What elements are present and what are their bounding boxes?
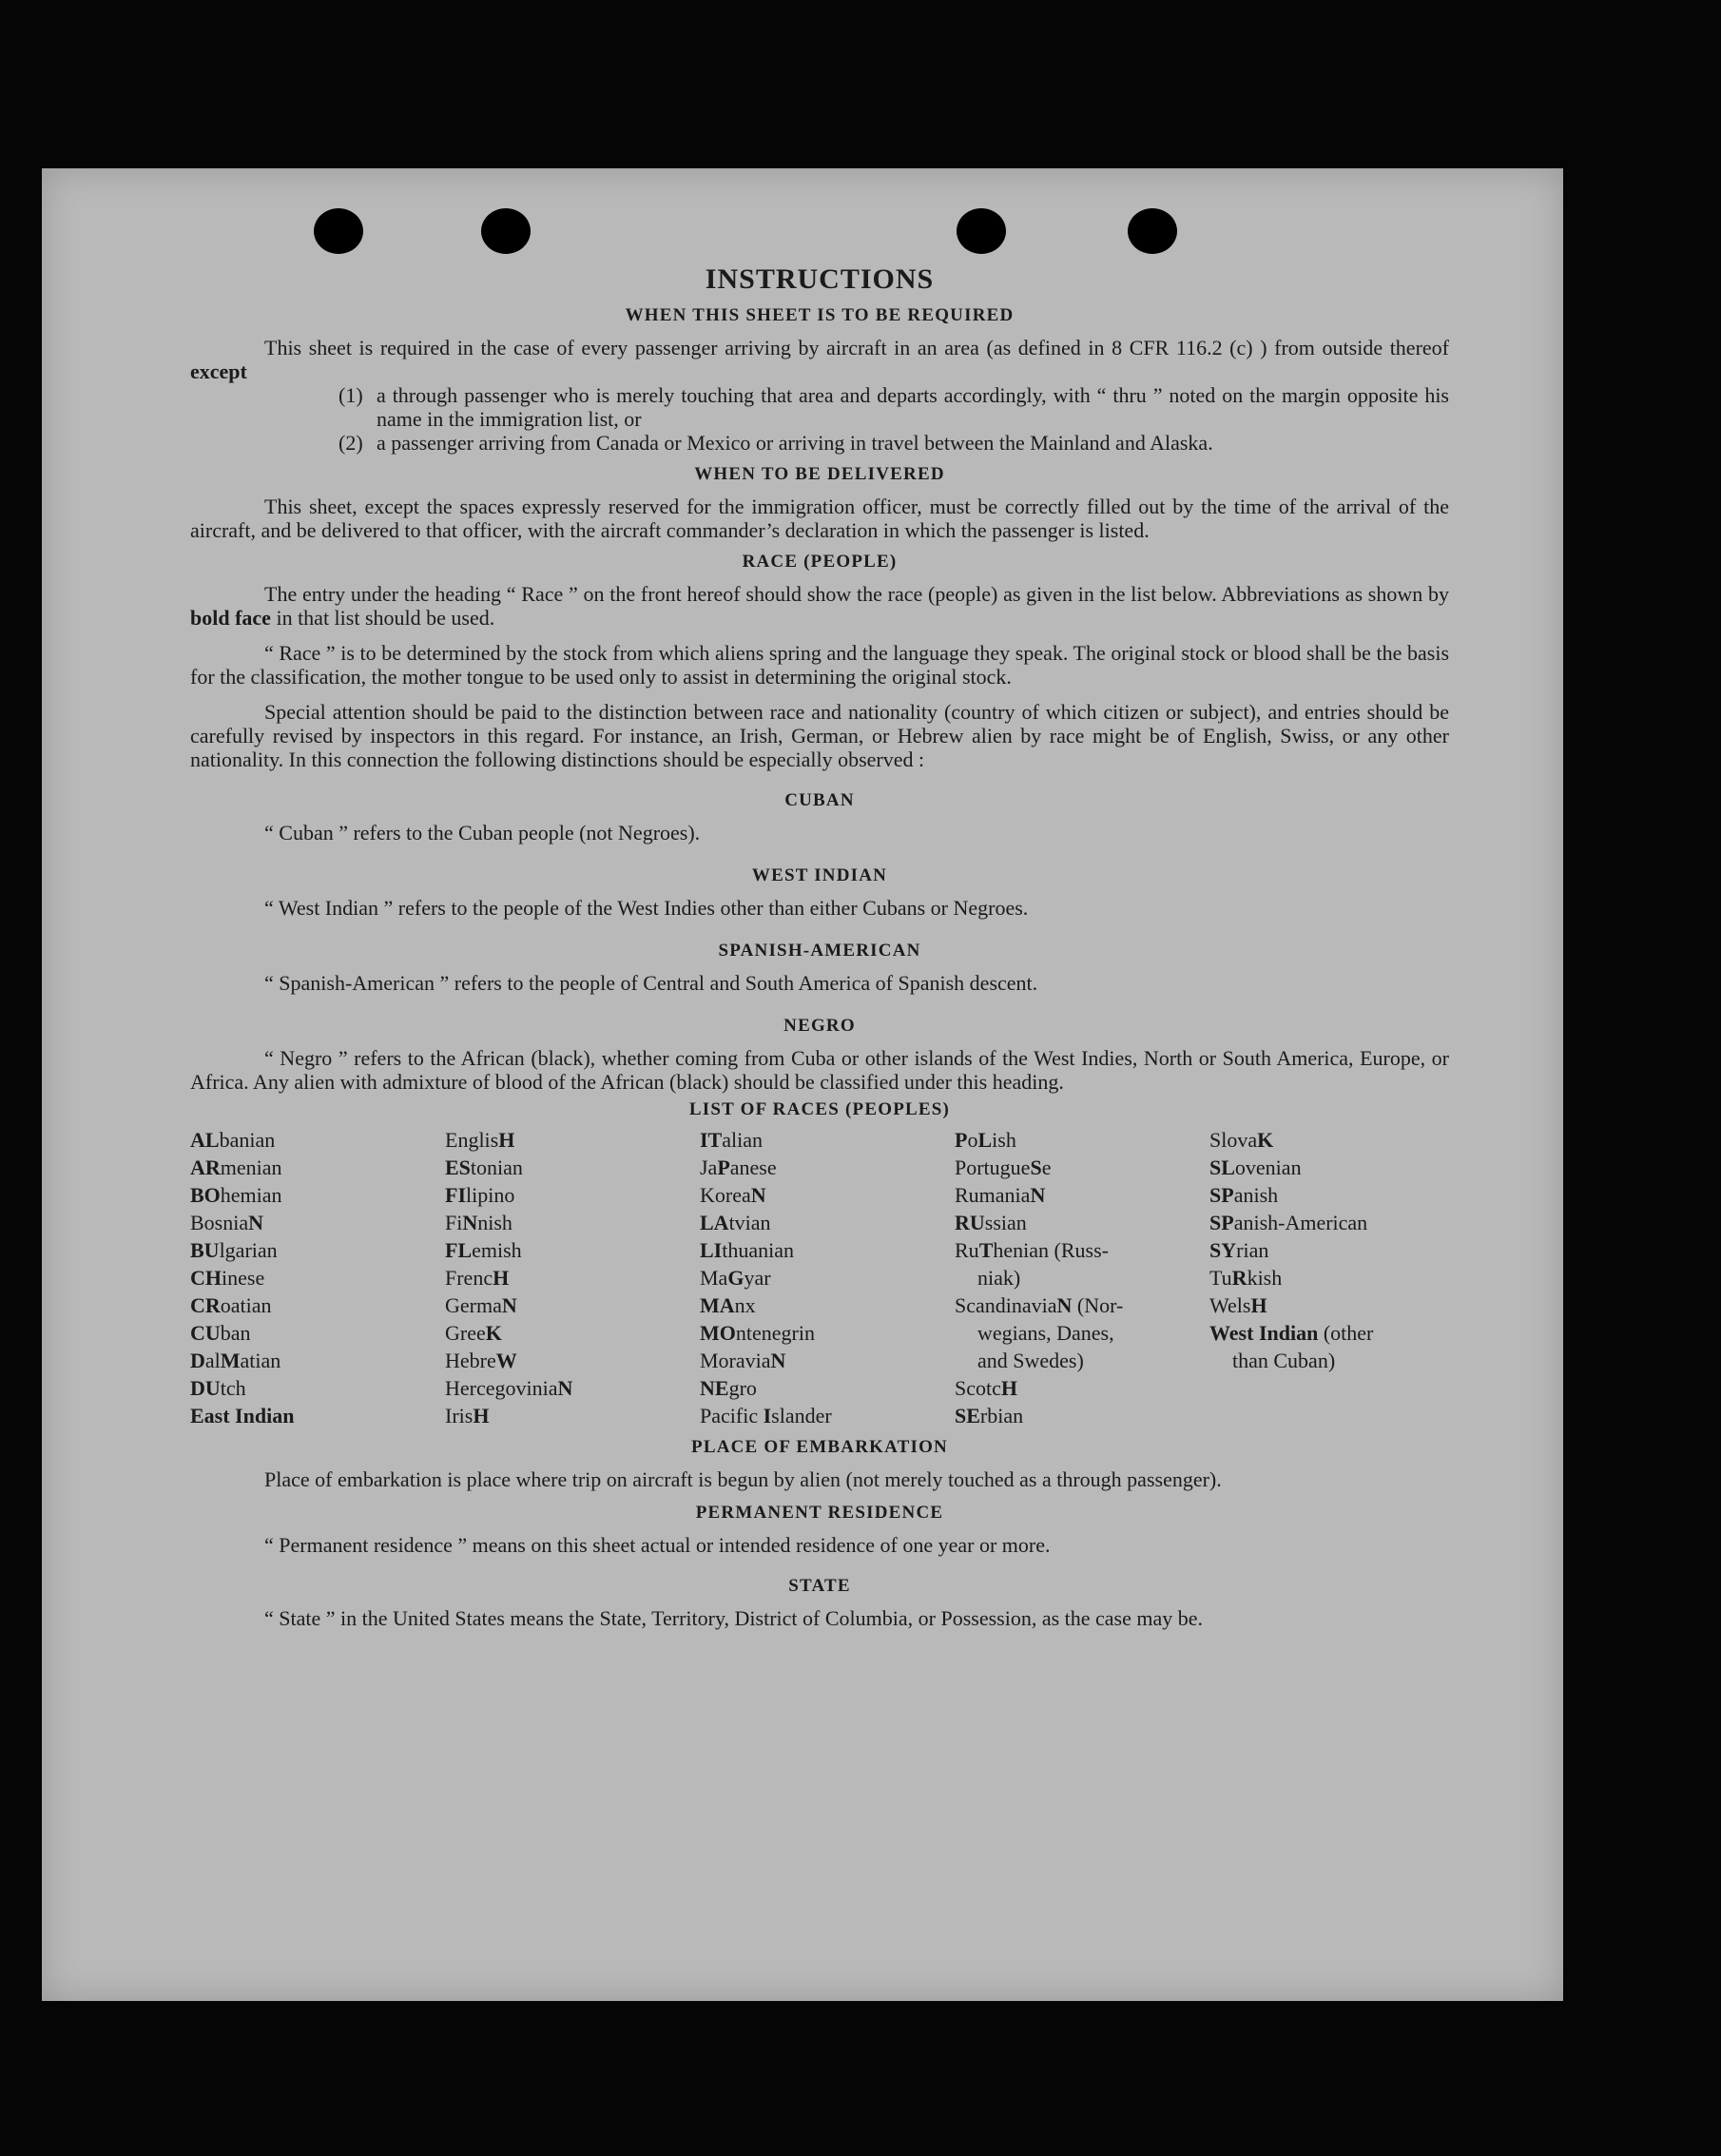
race-entry: ITalian — [700, 1128, 764, 1152]
race-entry: SPanish — [1209, 1183, 1279, 1207]
document-title: INSTRUCTIONS — [705, 263, 935, 295]
race-entry: FrencH — [445, 1266, 510, 1290]
race-entry: JaPanese — [700, 1156, 777, 1179]
race-entry: MAnx — [700, 1293, 756, 1317]
race-entry: KoreaN — [700, 1183, 766, 1207]
race-entry: MaGyar — [700, 1266, 771, 1290]
races-list — [190, 1126, 1449, 1429]
heading-cuban: CUBAN — [784, 790, 855, 810]
race-entry: HebreW — [445, 1349, 517, 1372]
race-entry: DUtch — [190, 1376, 246, 1400]
heading-state: STATE — [788, 1576, 851, 1596]
heading-race: RACE (PEOPLE) — [742, 552, 898, 572]
race-entry: WelsH — [1209, 1293, 1267, 1317]
race-entry: Pacific Islander — [700, 1404, 832, 1428]
race-entry: LAtvian — [700, 1211, 771, 1234]
west-indian-text: “ West Indian ” refers to the people of the West Indies other than either Cubans or Negroes. — [264, 896, 1029, 920]
race-entry: BosniaN — [190, 1211, 264, 1234]
race-entry: ARmenian — [190, 1156, 282, 1179]
race-entry: SlovaK — [1209, 1128, 1274, 1152]
race-column — [700, 1126, 955, 1429]
heading-when-required: WHEN THIS SHEET IS TO BE REQUIRED — [625, 305, 1015, 325]
required-intro: This sheet is required in the case of every passenger arriving by aircraft in an area (as defined in 8 CFR 116.2 (c) ) from outside thereof except — [190, 336, 1449, 383]
race-entry: CUban — [190, 1321, 251, 1345]
race-entry: ALbanian — [190, 1128, 276, 1152]
race-entry: wegians, Danes, — [977, 1321, 1114, 1345]
race-paragraph-1: The entry under the heading “ Race ” on the front hereof should show the race (people) as given in the list below. Abbreviations as shown by bold face in that list should be used. — [190, 582, 1449, 630]
race-entry: PoLish — [955, 1128, 1016, 1152]
race-column — [445, 1126, 700, 1429]
race-entry: HercegoviniaN — [445, 1376, 573, 1400]
heading-negro: NEGRO — [783, 1016, 856, 1036]
race-entry: EnglisH — [445, 1128, 515, 1152]
race-entry: TuRkish — [1209, 1266, 1283, 1290]
race-column — [955, 1126, 1209, 1429]
race-entry: MOntenegrin — [700, 1321, 815, 1345]
race-entry: and Swedes) — [977, 1349, 1084, 1372]
negro-text: “ Negro ” refers to the African (black), whether coming from Cuba or other islands of the West Indies, North or South America, Europe, or Africa. Any alien with admixture of blood of the African (black) should be classified under this heading. — [190, 1046, 1449, 1094]
race-entry: RUssian — [955, 1211, 1027, 1234]
race-entry: GreeK — [445, 1321, 502, 1345]
race-entry: BUlgarian — [190, 1238, 278, 1262]
permanent-residence-text: “ Permanent residence ” means on this sheet actual or intended residence of one year or more. — [264, 1533, 1051, 1557]
race-entry: LIthuanian — [700, 1238, 795, 1262]
race-entry: than Cuban) — [1232, 1349, 1336, 1372]
race-entry: FIlipino — [445, 1183, 515, 1207]
document-sheet — [42, 168, 1563, 2001]
delivered-text: This sheet, except the spaces expressly reserved for the immigration officer, must be correctly filled out by the time of the arrival of the aircraft, and be delivered to that officer, with the aircraft commander’s declaration in which the passenger is listed. — [190, 495, 1449, 542]
race-paragraph-3: Special attention should be paid to the distinction between race and nationality (country of which citizen or subject), and entries should be carefully revised by inspectors in this regard. For instance, an Irish, German, or Hebrew alien by race might be of English, Swiss, or any other nationality. In this connection the following distinctions should be especially observed : — [190, 700, 1449, 771]
race-entry: IrisH — [445, 1404, 490, 1428]
race-entry: SYrian — [1209, 1238, 1269, 1262]
race-entry: CHinese — [190, 1266, 265, 1290]
heading-when-delivered: WHEN TO BE DELIVERED — [694, 464, 945, 484]
race-entry: ScandinaviaN (Nor- — [955, 1293, 1124, 1317]
race-entry: GermaN — [445, 1293, 517, 1317]
exception-item: (1) a through passenger who is merely touching that area and departs accordingly, with “ thru ” noted on the margin opposite his name in the immigration list, or — [338, 383, 1449, 431]
race-paragraph-2: “ Race ” is to be determined by the stock from which aliens spring and the language they speak. The original stock or blood shall be the basis for the classification, the mother tongue to be used only to assist in determining the original stock. — [190, 641, 1449, 689]
race-column — [1209, 1126, 1449, 1429]
race-entry: East Indian — [190, 1404, 295, 1428]
race-entry: SErbian — [955, 1404, 1024, 1428]
punch-hole — [957, 208, 1006, 254]
cuban-text: “ Cuban ” refers to the Cuban people (not Negroes). — [264, 821, 701, 845]
punch-hole — [314, 208, 363, 254]
heading-embarkation: PLACE OF EMBARKATION — [691, 1437, 948, 1457]
race-entry: MoraviaN — [700, 1349, 786, 1372]
heading-spanish-american: SPANISH-AMERICAN — [718, 941, 921, 961]
heading-permanent-residence: PERMANENT RESIDENCE — [695, 1503, 944, 1523]
race-entry: FLemish — [445, 1238, 522, 1262]
instructions-content — [190, 263, 1449, 1630]
race-entry: EStonian — [445, 1156, 523, 1179]
punch-hole — [481, 208, 531, 254]
race-entry: SLovenian — [1209, 1156, 1302, 1179]
race-column — [190, 1126, 445, 1429]
race-entry: FiNnish — [445, 1211, 512, 1234]
race-entry: CRoatian — [190, 1293, 272, 1317]
race-entry: NEgro — [700, 1376, 757, 1400]
race-entry: ScotcH — [955, 1376, 1018, 1400]
exception-item: (2) a passenger arriving from Canada or Mexico or arriving in travel between the Mainland and Alaska. — [338, 431, 1213, 455]
race-entry: SPanish-American — [1209, 1211, 1368, 1234]
heading-list-of-races: LIST OF RACES (PEOPLES) — [688, 1099, 951, 1119]
race-entry: West Indian (other — [1209, 1321, 1374, 1345]
race-entry: niak) — [977, 1266, 1021, 1290]
race-entry: DalMatian — [190, 1349, 281, 1372]
race-entry: PortugueSe — [955, 1156, 1052, 1179]
race-entry: RuThenian (Russ- — [955, 1238, 1109, 1262]
spanish-american-text: “ Spanish-American ” refers to the people of Central and South America of Spanish descent. — [264, 971, 1038, 995]
punch-hole — [1128, 208, 1177, 254]
race-entry: RumaniaN — [955, 1183, 1046, 1207]
race-entry: BOhemian — [190, 1183, 282, 1207]
heading-west-indian: WEST INDIAN — [751, 865, 888, 885]
embarkation-text: Place of embarkation is place where trip on aircraft is begun by alien (not merely touched as a through passenger). — [264, 1467, 1222, 1491]
state-text: “ State ” in the United States means the State, Territory, District of Columbia, or Possession, as the case may be. — [264, 1606, 1204, 1630]
